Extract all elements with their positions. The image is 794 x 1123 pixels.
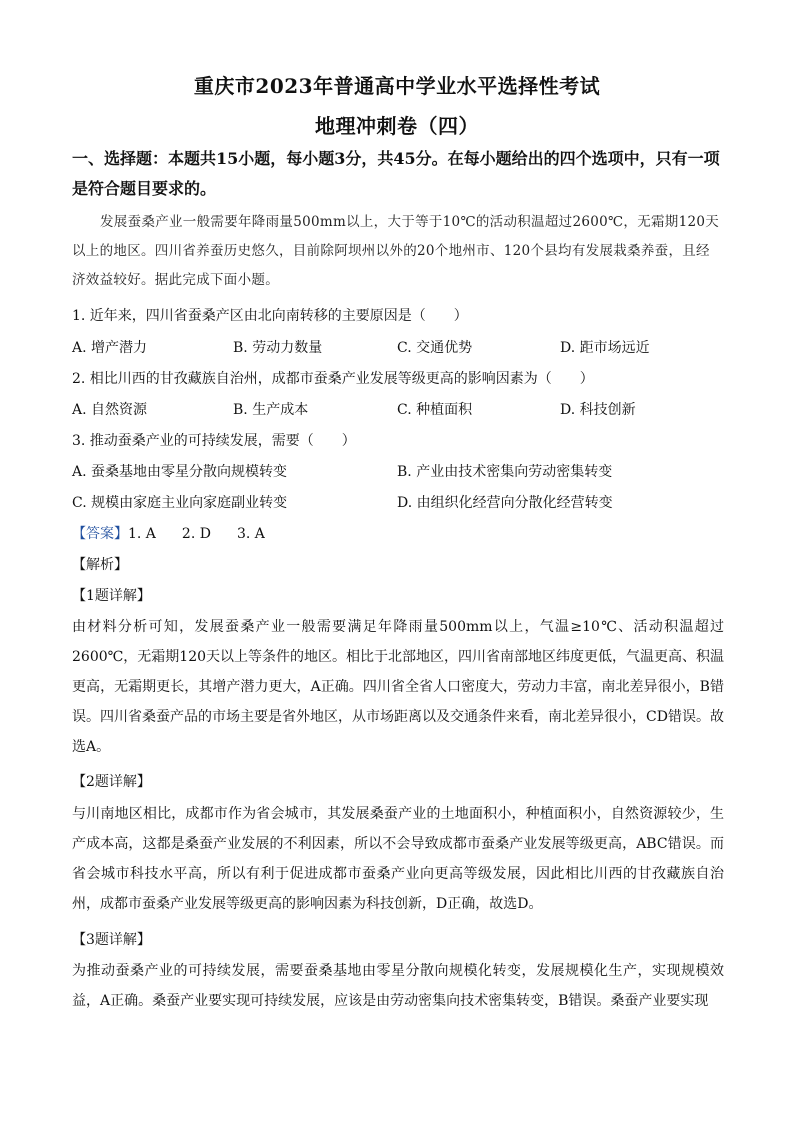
question-3-option-b: B. 产业由技术密集向劳动密集转变	[397, 464, 613, 480]
question-3-option-d: D. 由组织化经营向分散化经营转变	[397, 495, 613, 511]
section-heading: 一、选择题：本题共15小题，每小题3分，共45分。在每小题给出的四个选项中，只有一项是符合题目要求的。	[72, 149, 720, 198]
question-2-option-a: A. 自然资源	[72, 402, 148, 418]
answer-line	[72, 522, 265, 546]
material-text: 发展蚕桑产业一般需要年降雨量500mm以上，大于等于10℃的活动积温超过2600℃，无霜期120天以上的地区。四川省养蚕历史悠久，目前除阿坝州以外的20个地州市、120个县均有发展栽桑养蚕，且经济效益较好。据此完成下面小题。	[72, 214, 720, 288]
answer-1: 1. A	[128, 526, 156, 542]
question-1-option-a: A. 增产潜力	[72, 340, 148, 356]
detail-2-label: 【2题详解】	[72, 774, 151, 790]
exam-title: 重庆市2023年普通高中学业水平选择性考试	[193, 74, 601, 98]
question-2-stem: 2. 相比川西的甘孜藏族自治州，成都市蚕桑产业发展等级更高的影响因素为（ ）	[72, 371, 594, 387]
answer-label: 【答案】	[72, 526, 128, 542]
analysis-label: 【解析】	[72, 557, 128, 573]
question-3-option-a: A. 蚕桑基地由零星分散向规模转变	[72, 464, 288, 480]
question-2-option-b: B. 生产成本	[233, 402, 309, 418]
question-1-options	[72, 336, 732, 360]
question-1-option-d: D. 距市场远近	[560, 340, 650, 356]
detail-3-label: 【3题详解】	[72, 932, 151, 948]
question-3-options-row2	[72, 491, 732, 515]
material-paragraph	[72, 208, 722, 295]
detail-3-text: 为推动蚕桑产业的可持续发展，需要蚕桑基地由零星分散向规模化转变，发展规模化生产，实现规模效益，A正确。桑蚕产业要实现可持续发展，应该是由劳动密集向技术密集转变，B错误。桑蚕产业要实现	[72, 963, 724, 1009]
answer-2: 2. D	[181, 526, 211, 542]
question-1-stem: 1. 近年来，四川省蚕桑产区由北向南转移的主要原因是（ ）	[72, 308, 468, 324]
question-2-options	[72, 398, 732, 422]
detail-1-label: 【1题详解】	[72, 588, 151, 604]
detail-2-text: 与川南地区相比，成都市作为省会城市，其发展桑蚕产业的土地面积小，种植面积小，自然资源较少，生产成本高，这都是桑蚕产业发展的不利因素，所以不会导致成都市蚕桑产业发展等级更高，ABC错误。而省会城市科技水平高，所以有利于促进成都市蚕桑产业向更高等级发展，因此相比川西的甘孜藏族自治州，成都市蚕桑产业发展等级更高的影响因素为科技创新，D正确，故选D。	[72, 806, 724, 912]
exam-subtitle: 地理冲刺卷（四）	[315, 114, 479, 138]
question-3-stem: 3. 推动蚕桑产业的可持续发展，需要（ ）	[72, 433, 356, 449]
question-2-option-c: C. 种植面积	[397, 402, 473, 418]
answer-3: 3. A	[236, 526, 265, 542]
question-3-option-c: C. 规模由家庭主业向家庭副业转变	[72, 495, 288, 511]
detail-1-text: 由材料分析可知，发展蚕桑产业一般需要满足年降雨量500mm以上，气温≥10℃、活动积温超过2600℃，无霜期120天以上等条件的地区。相比于北部地区，四川省南部地区纬度更低，气温更高、积温更高，无霜期更长，其增产潜力更大，A正确。四川省全省人口密度大，劳动力丰富，南北差异很小，B错误。四川省桑蚕产品的市场主要是省外地区，从市场距离以及交通条件来看，南北差异很小，CD错误。故选A。	[72, 619, 725, 755]
question-2-option-d: D. 科技创新	[560, 402, 636, 418]
question-1-option-c: C. 交通优势	[397, 340, 473, 356]
question-3-options-row1	[72, 460, 732, 484]
question-1-option-b: B. 劳动力数量	[233, 340, 323, 356]
